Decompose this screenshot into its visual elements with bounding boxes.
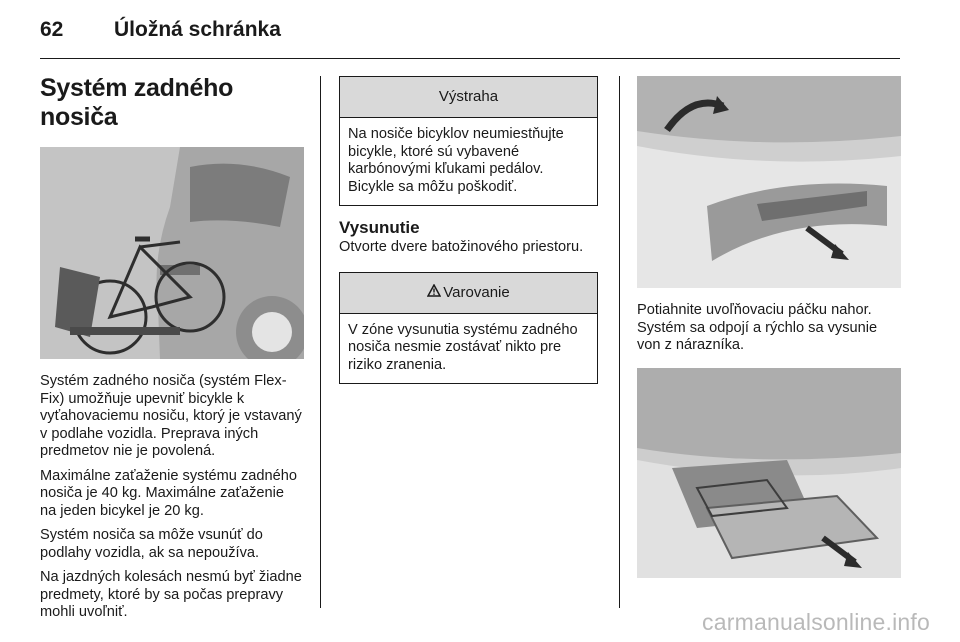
extend-text: Otvorte dvere batožinového priestoru.	[339, 239, 584, 255]
caution-title: Výstraha	[340, 77, 597, 118]
column-2	[339, 76, 601, 384]
column-divider-left	[320, 76, 321, 608]
caution-text: Na nosiče bicyklov neumiestňujte bicykle, ktoré sú vybavené karbónovými kľukami pedálov. Bicykle sa môžu poškodiť.	[348, 126, 564, 195]
watermark: carmanualsonline.info	[702, 609, 930, 635]
load-paragraph: Maximálne zaťaženie systému zadného nosiča je 40 kg. Maximálne zaťaženie na jeden bicykel je 20 kg.	[40, 467, 297, 519]
release-lever-drawing	[637, 76, 901, 288]
bicycle-carrier-illustration	[40, 147, 304, 359]
warning-text: V zóne vysunutia systému zadného nosiča nesmie zostávať nikto pre riziko zranenia.	[348, 321, 578, 373]
caution-box	[339, 76, 598, 206]
column-divider-right	[619, 76, 620, 608]
release-text: Potiahnite uvoľňovaciu páčku nahor. Systém sa odpojí a rýchlo sa vysunie von z nárazníka.	[637, 302, 878, 353]
intro-paragraph: Systém zadného nosiča (systém Flex-Fix) umožňuje upevniť bicykle k vyťahovaciemu nosiču, ktorý je vstavaný v podlahe vozidla. Preprava iných predmetov nie je povolená.	[40, 373, 302, 459]
page-header	[40, 18, 900, 58]
column-3	[637, 76, 901, 578]
storage-paragraph: Systém nosiča sa môže vsunúť do podlahy vozidla, ak sa nepoužíva.	[40, 527, 263, 561]
chapter-title: Úložná schránka	[114, 18, 281, 41]
warning-triangle-icon	[427, 273, 441, 313]
wheels-paragraph: Na jazdných kolesách nesmú byť žiadne predmety, ktoré by sa počas prepravy mohli uvoľniť.	[40, 569, 302, 620]
warning-box	[339, 272, 598, 385]
release-lever-illustration	[637, 76, 901, 288]
warning-header	[340, 273, 597, 314]
page-number: 62	[40, 18, 64, 41]
extend-subheading: Vysunutie	[339, 218, 420, 237]
column-1	[40, 74, 304, 629]
section-title: Systém zadného nosiča	[40, 74, 234, 131]
extended-carrier-illustration	[637, 368, 901, 578]
extended-carrier-drawing	[637, 368, 901, 578]
bicycle-carrier-drawing	[40, 147, 304, 359]
header-rule	[40, 58, 900, 59]
warning-title: Varovanie	[443, 283, 510, 301]
